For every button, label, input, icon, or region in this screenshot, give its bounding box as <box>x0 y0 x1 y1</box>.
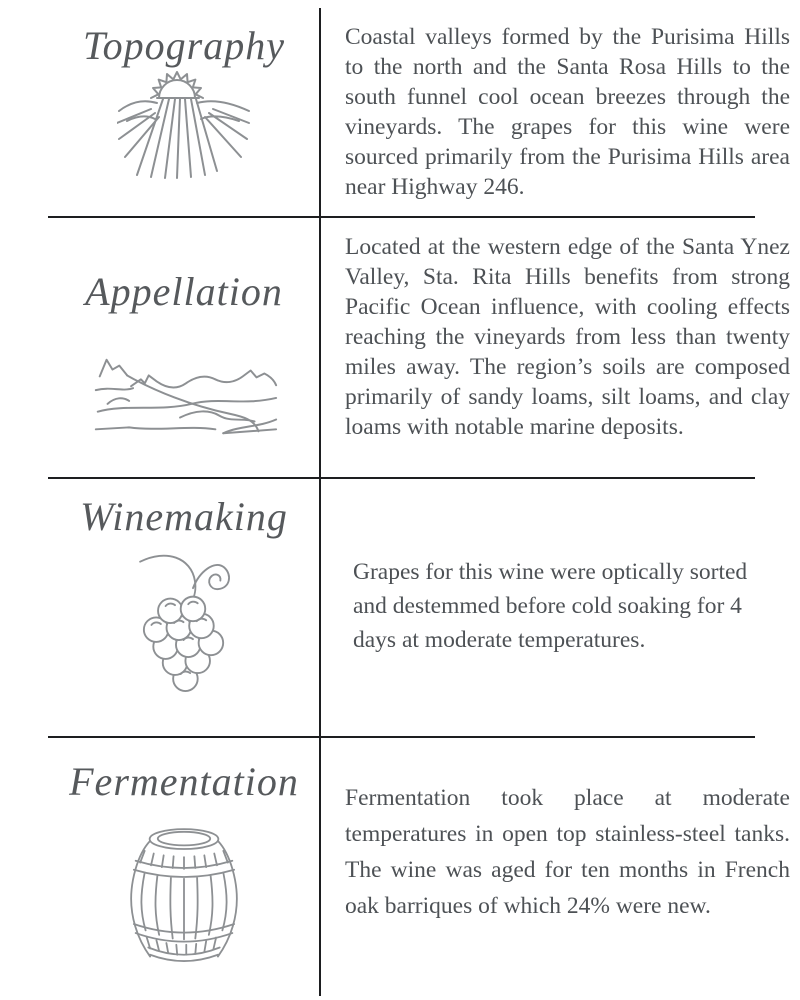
section-winemaking <box>0 479 800 736</box>
section-title: Fermentation <box>69 759 299 804</box>
vineyard-sun-icon <box>117 69 251 186</box>
section-appellation-label-area <box>48 218 320 477</box>
section-fermentation-text-area <box>320 738 800 1000</box>
section-title: Appellation <box>85 269 283 314</box>
section-fermentation-label-area <box>48 738 320 1000</box>
section-topography-label-area <box>48 0 320 216</box>
section-appellation-text-area <box>320 218 800 477</box>
section-fermentation <box>0 738 800 1000</box>
grape-cluster-icon <box>125 548 243 705</box>
section-topography-text-area <box>320 0 800 216</box>
section-body: Grapes for this wine were optically sorted and destemmed before cold soaking for 4 days at moderate temperatures. <box>353 559 748 653</box>
wine-barrel-icon <box>123 821 245 976</box>
section-winemaking-text-area <box>320 479 800 736</box>
section-title: Topography <box>83 23 285 68</box>
section-appellation <box>0 218 800 477</box>
section-body: Fermentation took place at moderate temperatures in open top stainless-steel tanks. The wine was aged for ten months in French oak barriques of which 24% were new. <box>345 785 790 919</box>
section-title: Winemaking <box>80 494 288 539</box>
section-body: Located at the western edge of the Santa Ynez Valley, Sta. Rita Hills benefits from strong Pacific Ocean influence, with cooling effects reaching the vineyards from less than twenty miles away. The region’s soils are composed primarily of sandy loams, silt loams, and clay loams with notable marine deposits. <box>345 234 790 440</box>
section-body: Coastal valleys formed by the Purisima Hills to the north and the Santa Rosa Hills to the south funnel cool ocean breezes through the vineyards. The grapes for this wine were sourced primarily from the Purisima Hills area near Highway 246. <box>345 24 790 200</box>
section-topography <box>0 0 800 216</box>
section-winemaking-label-area <box>48 479 320 736</box>
rolling-hills-icon <box>85 347 283 450</box>
